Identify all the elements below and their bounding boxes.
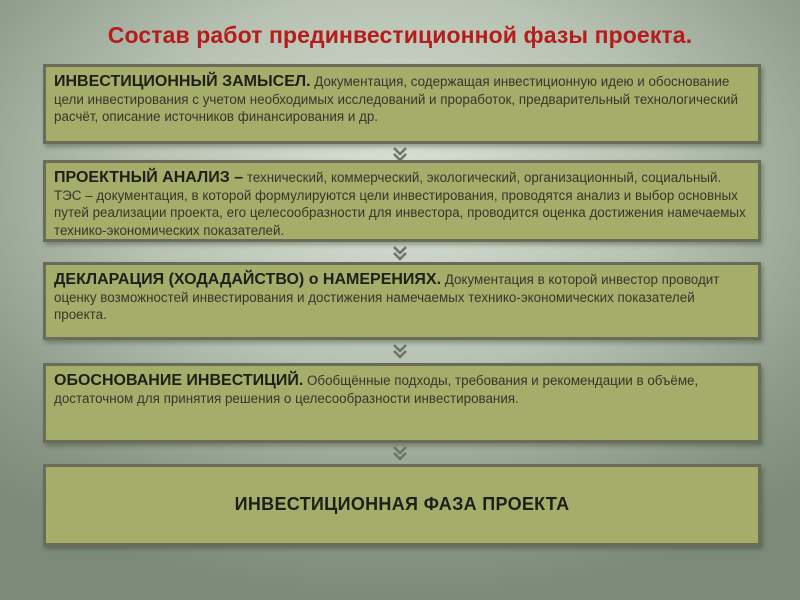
step-box-project-analysis bbox=[43, 160, 761, 242]
slide-title: Состав работ прединвестиционной фазы проекта. bbox=[107, 22, 693, 48]
step-description: Документация, содержащая инвестиционную идею и обоснование цели инвестирования с учетом необходимых исследований и проработок, предварительный технологический расчёт, описание источников финансирования и др. bbox=[54, 74, 738, 124]
step-heading: ОБОСНОВАНИЕ ИНВЕСТИЦИЙ. bbox=[54, 372, 304, 389]
step-heading: ДЕКЛАРАЦИЯ (ХОДАДАЙСТВО) о НАМЕРЕНИЯХ. bbox=[54, 271, 442, 288]
step-box-justification bbox=[43, 363, 761, 443]
final-phase-box bbox=[43, 464, 761, 546]
chevron-down-icon bbox=[391, 444, 409, 462]
step-box-concept bbox=[43, 64, 761, 144]
step-heading: ИНВЕСТИЦИОННЫЙ ЗАМЫСЕЛ. bbox=[54, 73, 311, 90]
step-box-declaration bbox=[43, 262, 761, 340]
chevron-down-icon bbox=[391, 342, 409, 360]
step-description: Обобщённые подходы, требования и рекомендации в объёме, достаточном для принятия решения о целесообразности инвестирования. bbox=[54, 373, 699, 406]
step-description: Документация в которой инвестор проводит оценку возможностей инвестирования и достижения намечаемых технико-экономических показателей проекта. bbox=[54, 272, 720, 322]
chevron-down-icon bbox=[391, 244, 409, 262]
final-phase-label: ИНВЕСТИЦИОННАЯ ФАЗА ПРОЕКТА bbox=[234, 494, 570, 515]
step-description: технический, коммерческий, экологический, организационный, социальный. ТЭС – документация, в которой формулируются цели инвестирования, проводятся анализ и выбор основных путей реализации проекта, его целесообразности для инвестора, проводится оценка достижения намечаемых технико-экономических показателей. bbox=[54, 170, 746, 238]
step-heading: ПРОЕКТНЫЙ АНАЛИЗ – bbox=[54, 169, 244, 186]
